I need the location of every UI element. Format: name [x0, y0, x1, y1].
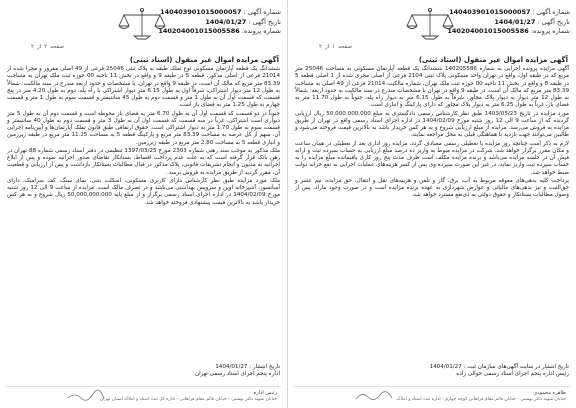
page-indicator: صفحه۱از۲ — [319, 44, 353, 50]
notice-body — [7, 66, 280, 362]
notice-body — [295, 66, 569, 362]
publication-note: تاریخ انتشار : 1404/01/27 اداره پنجم اجرای اسناد رسمی تهران — [194, 364, 280, 378]
body-paragraph: ملک مورد مزایده طبق نظر کارشناس دارای کاربری مسکونی، اسکلت بتنی، نمای سنگ، کف سرامیک، دارای آسانسور، آشپزخانه اوپن و سرویس بهداشتی می‌باشد و در تصرف مالک است. مزایده از ساعت 9 الی 12 روز شنبه مورخ 1404/02/09 در اداره اجرای اسناد رسمی برگزار و از مبلغ پایه 50,000,000,000 ریال شروع و به هر کس خریدار باشد به بالاترین قیمت پیشنهادی فروخته خواهد شد. — [7, 177, 280, 206]
scales-of-justice-emblem-icon — [110, 6, 174, 42]
page-footer — [6, 386, 281, 404]
body-paragraph: مورد مزایده در تاریخ 1403/05/23 طبق نظر کارشناس رسمی دادگستری به مبلغ 50,000,000,000 ریال ارزیابی گردیده که از ساعت 9 الی 12 روز شنبه مورخ 1404/02/09 در اداره اجرای اسناد رسمی واقع در تهران از طریق مزایده به فروش می‌رسد. مزایده از مبلغ ارزیابی شروع و به هر کس خریدار باشد به بالاترین قیمت فروخته می‌شود و طالبین می‌توانند جهت بازدید با هماهنگی قبلی به محل مراجعه نمایند. — [295, 110, 570, 139]
notice-meta — [158, 8, 281, 37]
page-header — [6, 6, 281, 50]
publication-note: تاریخ انتشار در سایت آگهی‌های سازمان ثبت : 1404/01/27 رئیس اداره پنجم اجرای اسناد رسمی حوالی زاده — [429, 364, 569, 378]
notice-title: آگهی مزایده اموال غیر منقول (اسناد ثبتی) — [129, 56, 279, 64]
body-paragraph: ملک مذکور به موجب سند رهنی شماره 2303 مورخ 1397/03/25 تنظیمی در دفتر اسناد رسمی شماره 88 تهران در رهن بانک قرار گرفته است که به علت عدم پرداخت اقساط، بستانکار تقاضای صدور اجرائیه نموده و پس از ابلاغ اجرائیه به مدیون و انجام تشریفات قانونی، پلاک مذکور در قبال مطالبات بستانکار بازداشت و پس از ارزیابی و قطعیت آن، مقرر گردید از طریق مزایده به فروش برسد. — [7, 147, 280, 176]
meta-notice-number: شماره آگهی : 140403901015000057 — [449, 8, 570, 16]
notice-meta — [447, 8, 570, 37]
body-paragraph: ششدانگ یک قطعه آپارتمان مسکونی نوع تملک طبقه به پلاک ثبتی 25046 فرعی از 49 اصلی مفروز و مجزا شده از 21014 فرعی از اصلی مذکور، قطعه 5 در طبقه 9 و واقع در بخش 11 ناحیه 00 حوزه ثبت ملک تهران به مساحت 83.39 متر مربع که مالک آن است، در طبقه 9 واقع در تهران، با مشخصات و حدود اربعه مندرج در سند مالکیت: شمالاً به طول 12 متر دیوار اشتراکی، شرقاً اول به طول 6.15 متر دیوار اشتراکی با راه پله، دوم به طول 4.20 متر در پنج قسمت که قسمت اول آن به طول 1 متر و قسمت دوم به طول 45 سانتیمتر و قسمت سوم به طول 1 متر و قسمت چهارم به طول 1.25 متر به فضای باز است. — [7, 66, 280, 109]
meta-notice-date: تاریخ آگهی : 1404/01/27 — [494, 17, 570, 26]
signature-name: رئیس اداره — [253, 390, 277, 396]
body-paragraph: لازم به ذکر است چنانچه روز مزایده با تعطیلی رسمی مصادف گردد، مزایده روز اداری بعد از تعطیلی در همان ساعت و مکان مقرر برگزار خواهد شد. شرکت در مزایده منوط به واریز ده درصد مبلغ ارزیابی به حساب سپرده ثبت و ارائه فیش آن در جلسه مزایده می‌باشد و برنده مزایده مکلف است ظرف مدت پنج روز کاری باقیمانده مبلغ مزایده را به حساب سپرده ثبت واریز نماید، در غیر این صورت سپرده وی پس از کسر هزینه‌های عملیات اجرایی به نفع خزانه دولت ضبط خواهد شد. — [295, 140, 569, 176]
body-paragraph: آگهی مزایده پرونده اجرایی به شماره 140205586 ششدانگ یک قطعه آپارتمان مسکونی به مساحت 25046 متر مربع که در طبقه اول، واقع در تهران واحد مسکونی پلاک ثبتی 2104 فرعی از اصلی مجزی شده از 1 اصلی قطعه 5 در طبقه 8 و واقع در بخش 11 ناحیه 00 حوزه ثبت ملک تهران، شماره مالکیت 21014 فرعی از 49 اصلی به مساحت 83.39 متر مربع که مالک آن است، در طبقه 9 واقع در تهران با مشخصات مندرج در سند مالکیت به حدود اربعه: شمالاً به طول 12 متر دیوار به دیوار پلاک مجاور، شرقاً به طول 6.15 متر به دیوار راه پله، جنوباً به طول 11.70 متر به فضای باز، غرباً به طول 6.25 متر به دیوار پلاک مجاور که دارای پارکینگ و انباری است. — [295, 66, 570, 109]
page-footer — [294, 386, 570, 404]
office-address: خیابان شهید دکتر بهشتی - خیابان قائم مقام فراهانی - اداره کل ثبت اسناد و املاک استان تهران — [99, 397, 277, 402]
body-paragraph: پرداخت کلیه بدهی‌های معوقه مربوط به آب، برق، گاز و تلفن و هزینه‌های نقل و انتقال، حق مزایده، نیم عشر و حق‌الثبت و نیز بدهی‌های مالیاتی و عوارض شهرداری به عهده برنده مزایده است و در صورت وجود مازاد، پس از وصول مطالبات بستانکار و حقوق دولتی به ذی‌نفع مسترد خواهد شد. — [295, 177, 569, 199]
scales-of-justice-emblem-icon — [398, 6, 462, 42]
office-address: خیابان شهید دکتر بهشتی - خیابان قائم مقام فراهانی کوچه چهارم - اداره ثبت اسناد و املاک — [396, 397, 566, 402]
meta-notice-date: تاریخ آگهی : 1404/01/27 — [205, 17, 281, 26]
signature-name: طاهره محمودی — [533, 390, 566, 396]
notice-title: آگهی مزایده اموال غیر منقول (اسناد ثبتی) — [418, 56, 568, 64]
meta-notice-number: شماره آگهی : 140403901015000057 — [160, 8, 281, 16]
page-header — [294, 6, 570, 50]
document-page-1 — [288, 0, 576, 408]
body-paragraph: جنوباً در دو قسمت که قسمت اول آن به طول 6.70 متر به فضای باز محوطه است و قسمت دوم آن به طول 5 متر دیواری است اشتراکی، غرباً در سه قسمت که قسمت اول آن به طول 3 متر و قسمت دوم به طول 40 سانتیمتر و قسمت سوم به طول 1.70 متر به دیوار اشتراکی است. حقوق ارتفاقی طبق قانون تملک آپارتمان‌ها و آیین‌نامه اجرایی آن. سهم از کل عرصه به مساحت 83.39 متر مربع و پارکینگ قطعه 5 به مساحت 11.25 متر مربع در طبقه زیرزمین و انباری قطعه 5 به مساحت 2.80 متر مربع در طبقه زیرزمین. — [7, 110, 280, 146]
meta-case-number: شماره پرونده: 140204001015005586 — [447, 27, 570, 35]
page-indicator: صفحه۲از۲ — [31, 44, 65, 50]
meta-case-number: شماره پرونده: 140204001015005586 — [158, 27, 281, 35]
